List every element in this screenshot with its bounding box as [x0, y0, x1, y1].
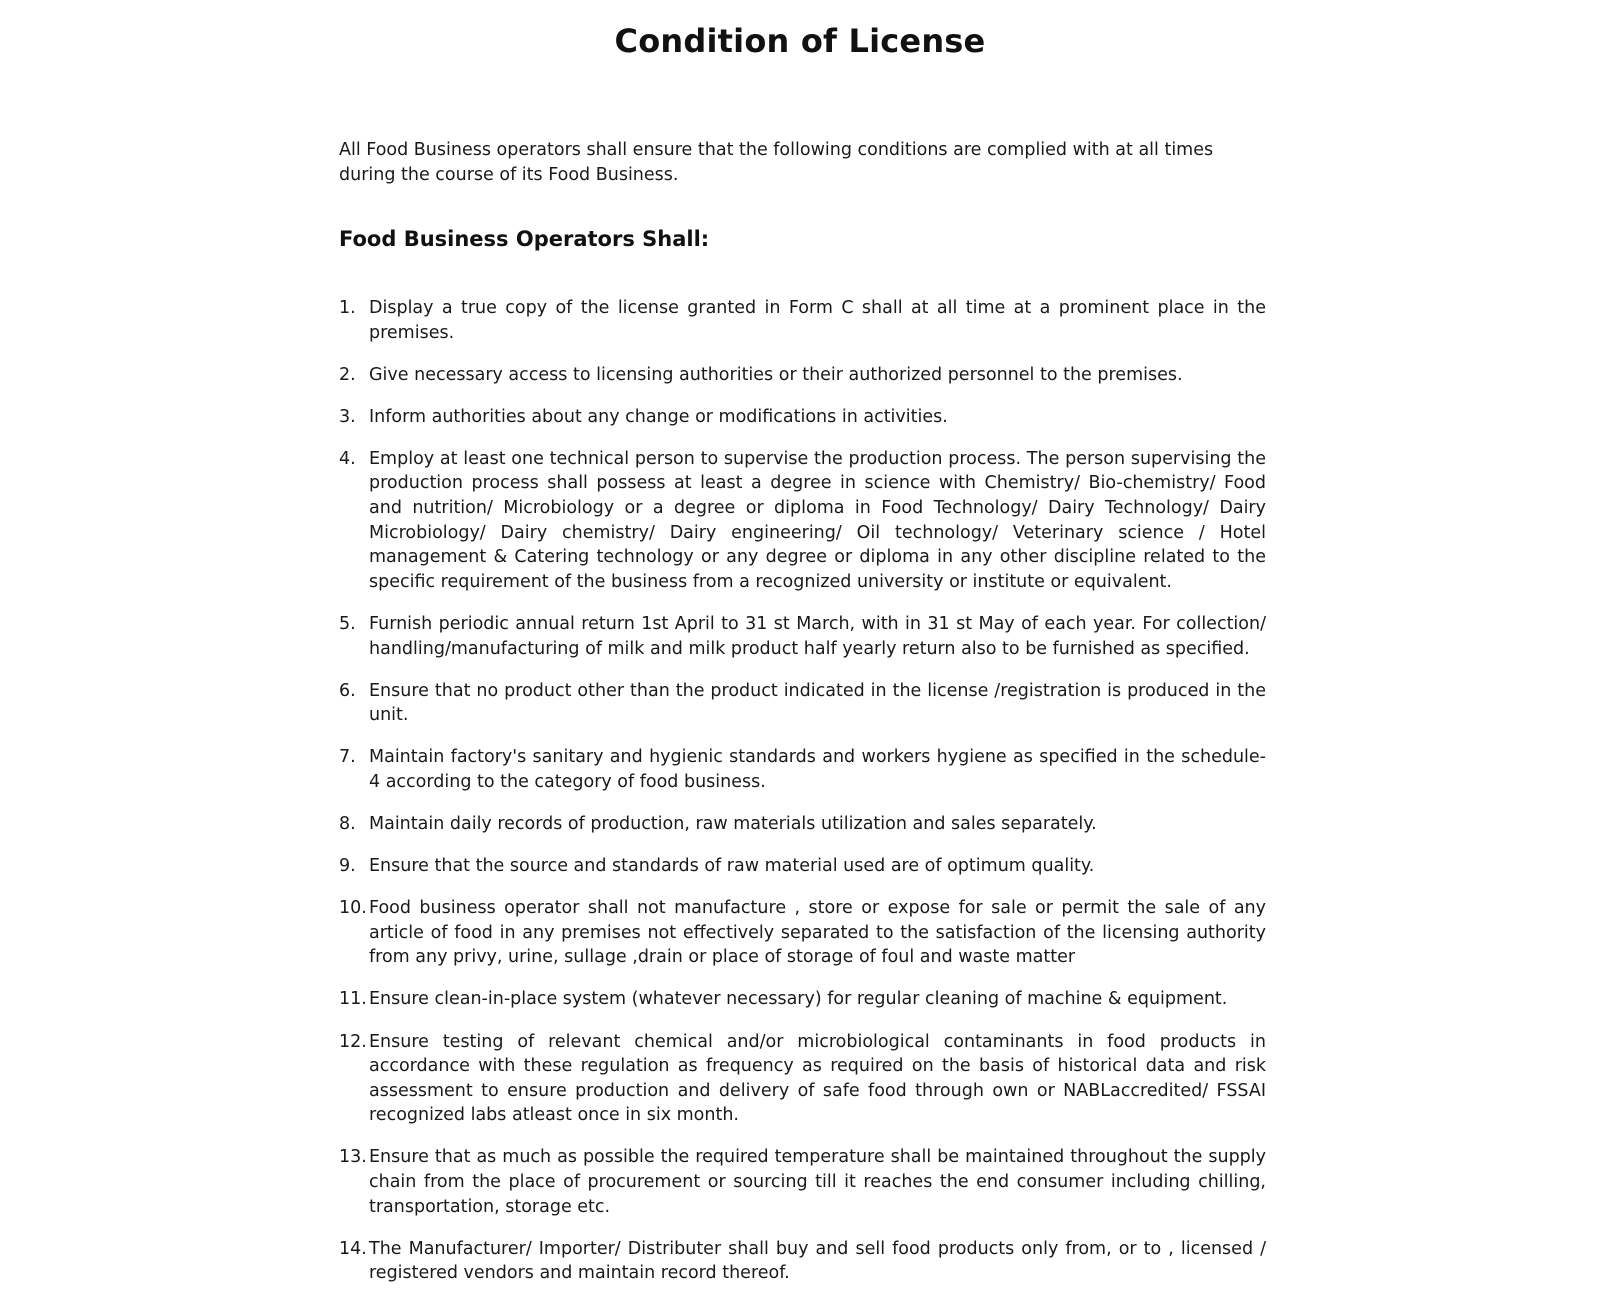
condition-number: 6.: [339, 680, 356, 701]
condition-number: 14.: [339, 1238, 367, 1259]
condition-number: 5.: [339, 613, 356, 634]
condition-text: Maintain factory's sanitary and hygienic standards and workers hygiene as specified in the schedule-4 according to the category of food business.: [369, 747, 1266, 792]
condition-number: 4.: [339, 448, 356, 469]
section-heading: Food Business Operators Shall:: [339, 227, 710, 251]
condition-item: [339, 1030, 1266, 1128]
condition-number: 3.: [339, 406, 356, 427]
condition-text: Food business operator shall not manufacture , store or expose for sale or permit the sale of any article of food in any premises not effectively separated to the satisfaction of the licensing authority from any privy, urine, sullage ,drain or place of storage of foul and waste matter: [369, 898, 1266, 968]
condition-item: [339, 405, 1266, 430]
condition-number: 11.: [339, 989, 367, 1010]
condition-text: Give necessary access to licensing authorities or their authorized personnel to the premises.: [369, 364, 1183, 385]
condition-item: [339, 612, 1266, 661]
condition-item: [339, 1145, 1266, 1219]
condition-item: [339, 812, 1266, 837]
condition-text: Maintain daily records of production, raw materials utilization and sales separately.: [369, 814, 1097, 834]
document-body: [339, 138, 1266, 1303]
page-title: Condition of License: [614, 22, 986, 60]
condition-text: Employ at least one technical person to supervise the production process. The person supervising the production process shall possess at least a degree in science with Chemistry/ Bio-chemistry/ Food and nutrition/ Microbiology or a degree or diploma in Food Technology/ Dairy Technology/ Dairy Microbiology/ Dairy chemistry/ Dairy engineering/ Oil technology/ Veterinary science / Hotel management & Catering technology or any degree or diploma in any other discipline related to the specific requirement of the business from a recognized university or institute or equivalent.: [369, 448, 1266, 592]
condition-text: Ensure that no product other than the product indicated in the license /registration is produced in the unit.: [369, 680, 1266, 726]
condition-number: 10.: [339, 898, 367, 919]
condition-item: [339, 296, 1266, 345]
intro-paragraph: All Food Business operators shall ensure that the following conditions are complied with at all times during the course of its Food Business.: [339, 140, 1214, 185]
condition-number: 13.: [339, 1147, 367, 1168]
condition-number: 8.: [339, 814, 356, 834]
condition-item: [339, 447, 1266, 595]
condition-number: 9.: [339, 856, 356, 877]
condition-text: Ensure clean-in-place system (whatever necessary) for regular cleaning of machine & equipment.: [369, 989, 1228, 1010]
condition-item: [339, 854, 1266, 879]
condition-text: Furnish periodic annual return 1st April to 31 st March, with in 31 st May of each year. For collection/ handling/manufacturing of milk and milk product half yearly return also to be furnished as specified.: [369, 613, 1266, 659]
condition-item: [339, 1237, 1266, 1286]
condition-number: 2.: [339, 364, 356, 385]
condition-number: 7.: [339, 747, 356, 768]
condition-text: Ensure testing of relevant chemical and/or microbiological contaminants in food products in accordance with these regulation as frequency as required on the basis of historical data and risk assessment to ensure production and delivery of safe food through own or NABLaccredited/ FSSAI recognized labs atleast once in six month.: [369, 1031, 1266, 1126]
condition-text: Ensure that as much as possible the required temperature shall be maintained throughout the supply chain from the place of procurement or sourcing till it reaches the end consumer including chilling, transportation, storage etc.: [369, 1147, 1266, 1217]
condition-text: Inform authorities about any change or modifications in activities.: [369, 406, 948, 427]
condition-item: [339, 987, 1266, 1012]
condition-number: 12.: [339, 1031, 367, 1052]
condition-item: [339, 679, 1266, 728]
condition-item: [339, 896, 1266, 970]
condition-text: The Manufacturer/ Importer/ Distributer shall buy and sell food products only from, or to , licensed / registered vendors and maintain record thereof.: [369, 1238, 1266, 1284]
conditions-list: [339, 296, 1266, 1286]
condition-text: Display a true copy of the license granted in Form C shall at all time at a prominent place in the premises.: [369, 298, 1266, 343]
condition-number: 1.: [339, 298, 356, 318]
condition-text: Ensure that the source and standards of raw material used are of optimum quality.: [369, 856, 1095, 877]
condition-item: [339, 363, 1266, 388]
condition-item: [339, 745, 1266, 794]
